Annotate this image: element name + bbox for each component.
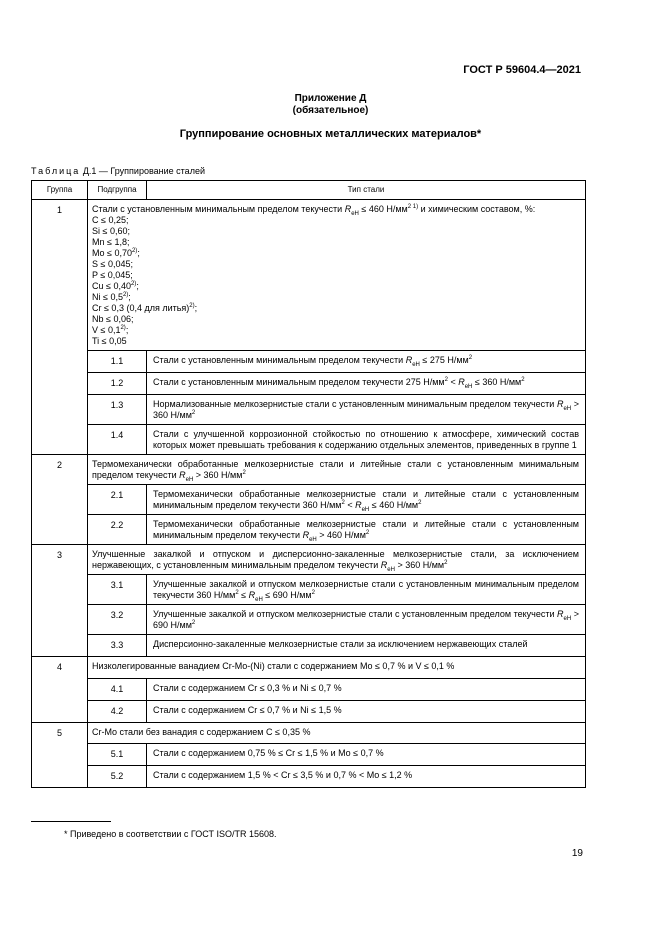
group-row xyxy=(32,657,586,679)
group-number: 5 xyxy=(32,722,88,744)
group-row xyxy=(32,722,586,744)
group-row xyxy=(32,455,586,485)
subgroup-description: Стали с улучшенной коррозионной стойкостью по отношению к атмосфере, химический состав которых может превышать требования к содержанию отдельных элементов, приведенных в группе 1 xyxy=(147,425,586,455)
page-number: 19 xyxy=(571,848,583,859)
subgroup-description: Нормализованные мелкозернистые стали с установленным минимальным пределом текучести $R_{eH} > 360$ $Н/мм^2$ xyxy=(147,395,586,425)
group-description: Cr-Mo стали без ванадия с содержанием C ≤ 0,35 % xyxy=(88,722,586,744)
appendix-title: Приложение Д xyxy=(294,93,367,104)
composition-item: Ti ≤ 0,05 xyxy=(92,336,127,346)
composition-item: C ≤ 0,25; xyxy=(92,215,129,225)
subgroup-row xyxy=(32,605,586,635)
subgroup-row xyxy=(32,575,586,605)
subgroup-number: 2.1 xyxy=(88,485,147,515)
group-number: 2 xyxy=(32,455,88,485)
subgroup-description: Стали с содержанием 0,75 % ≤ Cr ≤ 1,5 % и Mo ≤ 0,7 % xyxy=(147,744,586,766)
subgroup-row xyxy=(32,678,586,700)
subgroup-row xyxy=(32,351,586,373)
appendix-heading: Группирование основных металлических материалов* xyxy=(179,128,482,140)
composition-item: P ≤ 0,045; xyxy=(92,270,133,280)
footnote-separator xyxy=(31,821,111,822)
subgroup-number: 1.4 xyxy=(88,425,147,455)
superscript: 2 1) xyxy=(407,204,419,210)
subgroup-row xyxy=(32,485,586,515)
subgroup-row xyxy=(32,766,586,788)
composition-item: $V \le 0,1^{2)}$; xyxy=(92,325,129,335)
subgroup-number: 3.3 xyxy=(88,635,147,657)
group-row xyxy=(32,200,586,351)
subgroup-description: Стали с содержанием Cr ≤ 0,7 % и Ni ≤ 1,5 % xyxy=(147,700,586,722)
composition-item: Si ≤ 0,60; xyxy=(92,226,130,236)
text-segment: Стали с установленным минимальным пределом текучести xyxy=(92,204,345,214)
group-row xyxy=(32,545,586,575)
document-code: ГОСТ Р 59604.4—2021 xyxy=(463,64,581,76)
subgroup-description: Дисперсионно-закаленные мелкозернистые стали за исключением нержавеющих сталей xyxy=(147,635,586,657)
group-description: Термомеханически обработанные мелкозернистые стали и литейные стали с установленным минимальным пределом текучести $R_{eH} > 360$ $Н/мм^2$ xyxy=(88,455,586,485)
subgroup-row xyxy=(32,700,586,722)
subgroup-row xyxy=(32,395,586,425)
composition-item: Mn ≤ 1,8; xyxy=(92,237,130,247)
subgroup-description: Стали с установленным минимальным пределом текучести $R_{eH} \le 275$ $Н/мм^2$ xyxy=(147,351,586,373)
text-segment: и химическим составом, %: xyxy=(418,204,536,214)
column-header-group: Группа xyxy=(32,181,88,200)
group-number: 4 xyxy=(32,657,88,679)
composition-item: $Ni \le 0,5^{2)}$; xyxy=(92,292,131,302)
subgroup-number: 1.2 xyxy=(88,373,147,395)
subgroup-description: Улучшенные закалкой и отпуском мелкозернистые стали с установленным минимальным пределом текучести 360 $Н/мм^2 \le R_{eH} \le 690$ $Н/мм^2$ xyxy=(147,575,586,605)
column-header-subgroup: Подгруппа xyxy=(88,181,147,200)
subgroup-row xyxy=(32,515,586,545)
subgroup-description: Стали с содержанием Cr ≤ 0,3 % и Ni ≤ 0,7 % xyxy=(147,678,586,700)
column-header-steel-type: Тип стали xyxy=(147,181,586,200)
subgroup-description: Улучшенные закалкой и отпуском мелкозернистые стали с установленным пределом текучести $R_{eH} > 690$ $Н/мм^2$ xyxy=(147,605,586,635)
table-header-row xyxy=(32,181,586,200)
composition-item: $Cu \le 0,40^{2)}$; xyxy=(92,281,139,291)
subgroup-description: Стали с установленным минимальным пределом текучести 275 $Н/мм^2 < R_{eH} \le 360$ $Н/мм^2$ xyxy=(147,373,586,395)
subgroup-number: 2.2 xyxy=(88,515,147,545)
steel-grouping-table xyxy=(31,180,586,788)
footnote: * Приведено в соответствии с ГОСТ ISO/TR 15608. xyxy=(64,829,277,839)
subgroup-number: 5.2 xyxy=(88,766,147,788)
symbol-sub: eH xyxy=(351,210,359,217)
group-description: Улучшенные закалкой и отпуском и дисперсионно-закаленные мелкозернистые стали, за исключением нержавеющих, с установленным минимальным пределом текучести $R_{eH} > 360$ $Н/мм^2$ xyxy=(88,545,586,575)
subgroup-number: 1.1 xyxy=(88,351,147,373)
table-caption-text: Д.1 — Группирование сталей xyxy=(82,166,205,176)
composition-item: Nb ≤ 0,06; xyxy=(92,314,134,324)
composition-item: S ≤ 0,045; xyxy=(92,259,133,269)
table-caption xyxy=(31,166,205,176)
subgroup-number: 1.3 xyxy=(88,395,147,425)
subgroup-number: 4.1 xyxy=(88,678,147,700)
composition-item: Cr ≤ 0,3 (0,4 для литья)$^{2)}$; xyxy=(92,303,198,313)
subgroup-number: 3.1 xyxy=(88,575,147,605)
subgroup-number: 3.2 xyxy=(88,605,147,635)
appendix-status: (обязательное) xyxy=(292,105,369,116)
subgroup-number: 5.1 xyxy=(88,744,147,766)
subgroup-description: Термомеханически обработанные мелкозернистые стали и литейные стали с установленным минимальным пределом текучести $R_{eH} > 460$ $Н/мм^2$ xyxy=(147,515,586,545)
subgroup-description: Термомеханически обработанные мелкозернистые стали и литейные стали с установленным минимальным пределом текучести 360 $Н/мм^2 < R_{eH} \le 460$ $Н/мм^2$ xyxy=(147,485,586,515)
table-caption-prefix: Таблица xyxy=(31,166,81,176)
text-segment: ≤ 460 Н/мм xyxy=(358,204,408,214)
symbol-r: R xyxy=(344,204,352,214)
group-number: 3 xyxy=(32,545,88,575)
group-number: 1 xyxy=(32,200,88,351)
subgroup-row xyxy=(32,635,586,657)
subgroup-row xyxy=(32,373,586,395)
subgroup-row xyxy=(32,744,586,766)
subgroup-row xyxy=(32,425,586,455)
group-description: Низколегированные ванадием Cr-Mo-(Ni) стали с содержанием Mo ≤ 0,7 % и V ≤ 0,1 % xyxy=(88,657,586,679)
group-description xyxy=(88,200,586,351)
composition-item: $Mo \le 0,70^{2)}$; xyxy=(92,248,140,258)
subgroup-description: Стали с содержанием 1,5 % < Cr ≤ 3,5 % и 0,7 % < Mo ≤ 1,2 % xyxy=(147,766,586,788)
subgroup-number: 4.2 xyxy=(88,700,147,722)
